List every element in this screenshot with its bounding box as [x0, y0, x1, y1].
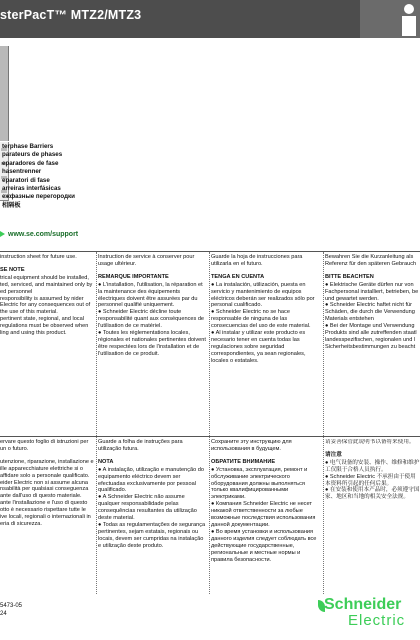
schneider-electric-logo: Schneider Electric	[318, 596, 420, 632]
product-name-pt: arreiras interfásicas	[2, 185, 61, 193]
header-bar	[0, 0, 420, 38]
table-middle-rule	[0, 436, 420, 437]
column-divider	[323, 252, 324, 594]
notice-cell-it: ervare questo foglio di istruzioni per un o futuro. utenzione, riparazione, installazione e ille apparecchiature elettriche si o affidare solo a personale qualificato. eider Electric non si assume alcuna nsabilità per qualsiasi conseguenza ante dall'uso di questo materiale. ante l'installazione e l'uso di questo otto è necessario rispettare tutte le ive locali, regionali o internazionali in eria di sicurezza.	[0, 439, 94, 527]
product-name-zh: 相隔板	[2, 201, 21, 209]
product-name-ru: ежфазные перегородки	[2, 193, 75, 201]
notice-cell-ru: Сохраните эту инструкцию для использования в будущем. ОБРАТИТЕ ВНИМАНИЕ ● Установка, эксплуатация, ремонт и обслуживание электрического оборудования должны выполняться только квалифицированными электриками. ● Компания Schneider Electric не несет никакой ответственности за любые возможные последствия использования данной документации. ● Во время установки и использования данного изделия следует соблюдать все действующие государственные, региональные и местные нормы и правила безопасности.	[211, 439, 317, 563]
product-name-it: eparatori di fase	[2, 176, 50, 184]
support-link-text: www.se.com/support	[8, 231, 79, 238]
product-name-list	[2, 143, 75, 210]
notice-cell-es: Guarde la hoja de instrucciones para utilizarla en el futuro. TENGA EN CUENTA ● La instalación, utilización, puesta en servicio y mantenimiento de equipos eléctricos deberán ser realizados sólo por personal cualificado. ● Schneider Electric no se hace responsable de ninguna de las consecuencias del uso de este material. ● Al instalar y utilizar este producto es necesario tener en cuenta todas las regulaciones sobre seguridad correspondientes, ya sean regionales, locales o estatales.	[211, 254, 315, 364]
notice-cell-de: Bewahren Sie die Kurzanleitung als Referenz für den späteren Gebrauch BITTE BEACHTEN ● Elektrische Geräte dürfen nur von Fachpersonal installiert, betrieben, be und gewartet werden. ● Schneider Electric haftet nicht für Schäden, die durch die Verwendung Materials entstehen ● Bei der Montage und Verwendung Produkts sind alle zutreffenden staatl landesspezifischen, regionalen und l Sicherheitsbestimmungen zu beacht	[325, 254, 419, 350]
column-divider	[209, 252, 210, 594]
support-link[interactable]	[0, 231, 78, 238]
column-divider	[96, 252, 97, 594]
device-illustration	[0, 46, 9, 141]
person-icon	[398, 4, 420, 36]
notice-cell-fr: Instruction de service à conserver pour usage ultérieur. REMARQUE IMPORTANTE ● L'installation, l'utilisation, la réparation et la maintenance des équipements électriques doivent être assurées par du personnel qualifié uniquement. ● Schneider Electric décline toute responsabilité quant aux conséquences de l'utilisation de ce matériel. ● Toutes les réglementations locales, régionales et nationales pertinentes doivent être respectées lors de l'installation et de l'utilisation de ce produit.	[98, 254, 206, 357]
notice-cell-zh: 请妥善保管此说明书以备将来使用。 请注意 ● 电气设备的安装、操作、维修和维护工仅限于合格人员执行。 ● Schneider Electric 不承担由于使用本资料所引起的任何后果。 ● 在安装和使用本产品时，必须遵守国家、地区和当地的相关安全法规。	[325, 439, 420, 501]
arrow-right-icon	[0, 231, 5, 237]
table-top-rule	[0, 251, 420, 252]
notice-cell-en: instruction sheet for future use. SE NOTE trical equipment should be installed, ted, serviced, and maintained only by ed personnel responsibility is assumed by nider Electric for any consequences out of the use of this material. pertinent state, regional, and local regulations must be observed when ling and using this product.	[0, 254, 93, 337]
product-name-fr: parateurs de phases	[2, 151, 63, 159]
product-name-de: hasentrenner	[2, 168, 42, 176]
document-number: 5473-05 24	[0, 603, 23, 617]
notice-cell-pt: Guarde a folha de instruções para utilização futura. NOTA ● A instalação, utilização e manutenção do equipamento eléctrico devem ser efectuadas exclusivamente por pessoal qualificado. ● A Schneider Electric não assume qualquer responsabilidade pelas consequências resultantes da utilização deste material. ● Todas as regulamentações de segurança pertinentes, sejam estatais, regionais ou locais, devem ser cumpridas na instalação e utilização deste produto.	[98, 439, 206, 549]
product-title: sterPacT™ MTZ2/MTZ3	[0, 8, 142, 22]
product-name-es: eparadores de fase	[2, 159, 59, 167]
product-name-en: terphase Barriers	[2, 143, 54, 150]
